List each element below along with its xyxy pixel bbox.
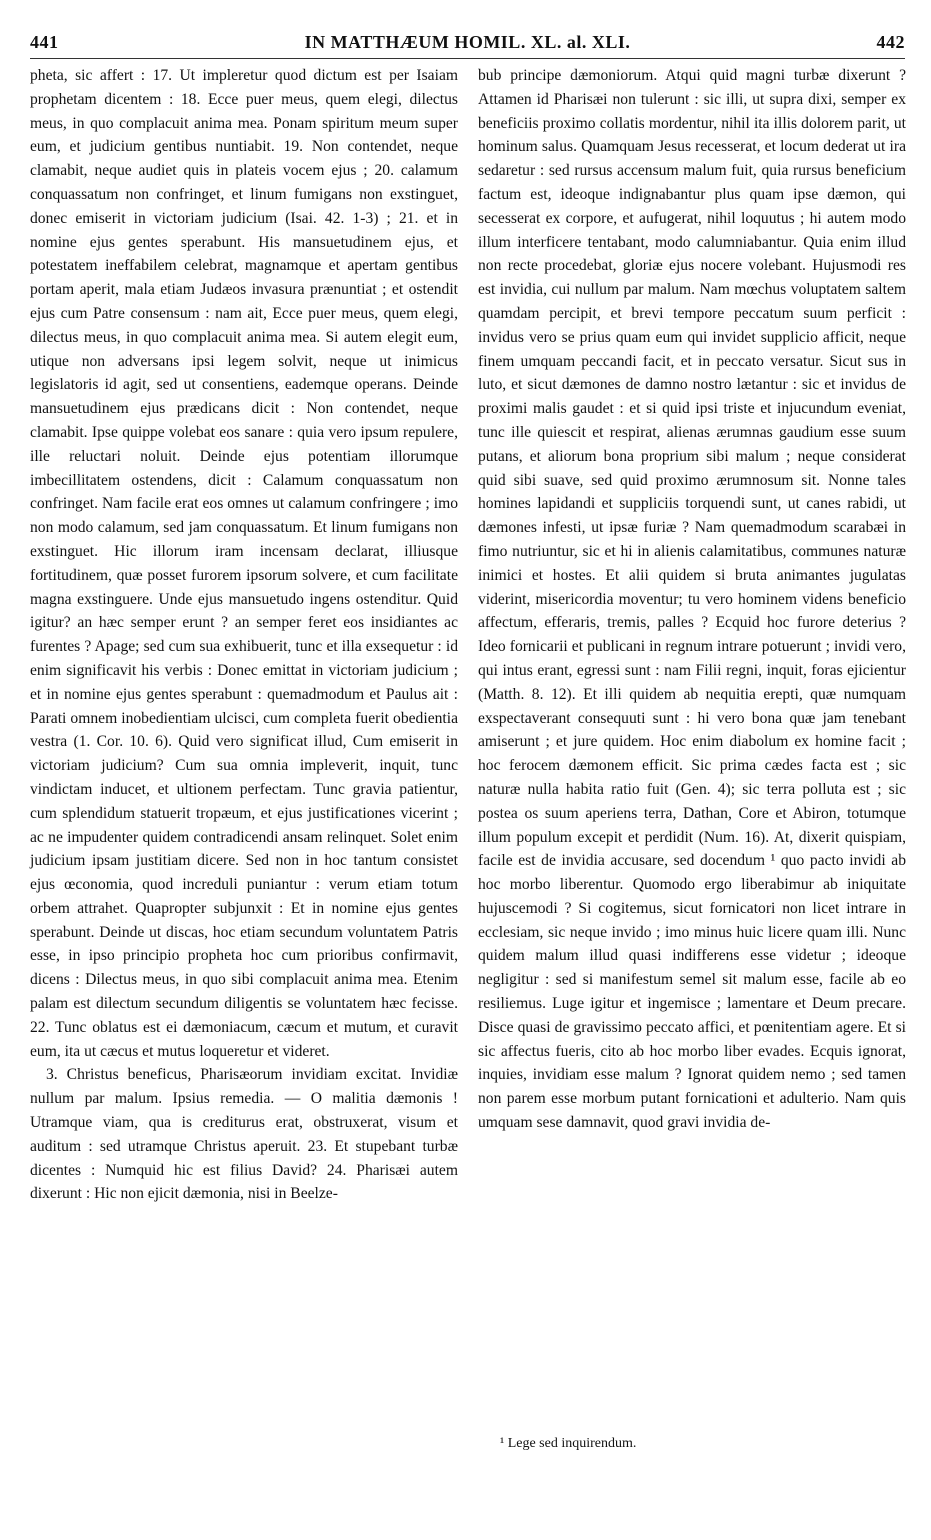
header-rule xyxy=(30,58,905,59)
left-column xyxy=(30,64,458,1206)
page-number-left: 441 xyxy=(30,32,59,52)
running-title: IN MATTHÆUM HOMIL. XL. al. XLI. xyxy=(304,32,631,52)
page-number-right: 442 xyxy=(876,32,905,52)
footnote: ¹ Lege sed inquirendum. xyxy=(500,1436,637,1451)
running-header xyxy=(30,32,905,60)
left-paragraph-1: pheta, sic affert : 17. Ut impleretur quod dictum est per Isaiam prophetam dicentem : 18. Ecce puer meus, quem elegi, dilectus meus, in quo complacuit anima mea. Ponam spiritum meum super eum, et judicium gentibus nuntiabit. 19. Non contendet, neque clamabit, neque audiet quis in plateis vocem ejus ; 20. calamum conquassatum non confringet, et linum fumigans non exstinguet, donec emiserit in victoriam judicium (Isai. 42. 1-3) ; 21. et in nomine ejus gentes sperabunt. His mansuetudinem ejus, et potestatem ineffabilem celebrat, magnamque et apertam gentibus portam aperit, mala etiam Judæos invasura prænuntiat ; et ostendit ejus cum Patre consensum : nam ait, Ecce puer meus, quem elegi, dilectus meus, in quo complacuit anima mea. Si autem elegit eum, utique non adversans ipsi legem solvit, neque ut inimicus legislatoris id agit, sed ut consentiens, eademque operans. Deinde mansuetudinem ejus prædicans dicit : Non contendet, neque clamabit. Ipse quippe volebat eos sanare : quia vero ipsum repulere, ille reluctari noluit. Deinde ejus potentiam illorumque imbecillitatem ostendens, dicit : Calamum conquassatum non confringet. Nam facile erat eos omnes ut calamum confringere ; imo non modo calamum, sed jam conquassatum. Et linum fumigans non exstinguet. Hic illorum iram incensam declarat, illiusque fortitudinem, quæ posset furorem ipsorum solvere, et cum facilitate magna exstinguere. Unde ejus mansuetudo ingens ostenditur. Quid igitur? an hæc semper erunt ? an semper feret eos insidiantes ac furentes ? Apage; sed cum sua exhibuerit, tunc et illa exsequetur : id enim significavit his verbis : Donec emittat in victoriam judicium ; et in nomine ejus gentes sperabunt : quemadmodum et Paulus ait : Parati omnem inobedientiam ulcisci, cum completa fuerit obedientia vestra (1. Cor. 10. 6). Quid vero significat illud, Cum emiserit in victoriam judicium? Cum sua omnia impleverit, inquit, tunc vindictam inducet, et ultionem perfectam. Tunc gravia patientur, cum splendidum statuerit tropæum, et ejus justificationes vicerint ; ac ne impudenter quidem contradicendi ansam relinquet. Solet enim judicium ipsam justitiam dicere. Sed non in hoc tantum consistet ejus œconomia, quod increduli puniantur : verum etiam totum orbem attrahet. Quapropter subjunxit : Et in nomine ejus gentes sperabunt. Deinde ut discas, hoc etiam secundum voluntatem Patris esse, in ipso principio propheta hoc cum prioribus confirmavit, dicens : Dilectus meus, in quo sibi complacuit anima mea. Etenim palam est dilectum secundum diligentis se voluntatem hæc fecisse. 22. Tunc oblatus est ei dæmoniacum, cæcum et mutum, et curavit eum, ita ut cæcus et mutus loqueretur et videret. xyxy=(30,67,458,1060)
right-paragraph-1: bub principe dæmoniorum. Atqui quid magni turbæ dixerunt ? Attamen id Pharisæi non tulerunt : sic illi, ut supra dixi, semper ex beneficiis proximo collatis mordentur, nihil ita illis dolorem parit, ut hominum salus. Quamquam Jesus recesserat, et locum dederat ut ira sedaretur : sed rursus accensum malum fuit, quia rursus beneficium factum est, ideoque indignabantur plus quam ipse dæmon, qui secesserat ex corpore, et aufugerat, nihil loquutus ; hi autem modo illum interficere tentabant, modo calumniabantur. Quia enim illud non recte procedebat, gloriæ ejus nocere volebant. Hujusmodi res est invidia, cui nullum par malum. Nam mœchus voluptatem saltem quamdam percipit, et brevi tempore peccatum suum perficit : invidus vero se prius quam eum qui invidet supplicio afficit, neque finem umquam peccandi facit, et in peccato versatur. Sicut sus in luto, et sicut dæmones de damno nostro lætantur : sic et invidus de proximi malis gaudet : et si quid ipsi triste et injucundum eveniat, tunc ille quiescit et respirat, alienas ærumnas gaudium esse suum putans, et aliorum bona proprium sibi malum ; neque considerat quid sibi suave, sed quid proximo ærumnosum sit. Nonne tales homines lapidandi et suppliciis torquendi sunt, ut canes rabidi, ut dæmones infesti, ut ipsæ furiæ ? Nam quemadmodum scarabæi in fimo nutriuntur, sic et hi in alienis calamitatibus, communes naturæ inimici et hostes. Et alii quidem si bruta animantes jugulatas viderint, misericordia moventur; tu vero hominem videns beneficio affectum, efferaris, tremis, palles ? Ecquid hoc furore deterius ? Ideo fornicarii et publicani in regnum intrare potuerunt ; invidi vero, qui intus erant, egressi sunt : nam Filii regni, inquit, foras ejicientur (Matth. 8. 12). Et illi quidem ab nequitia erepti, quæ numquam exspectaverant consequuti sunt : hi vero bona quæ jam tenebant amiserunt ; et jure quidem. Hoc enim diabolum ex homine facit ; hoc ferocem dæmonem efficit. Sic prima cædes facta est ; sic naturæ nulla habita ratio fuit (Gen. 4); sic terra polluta est ; sic postea os suum aperiens terra, Dathan, Core et Abiron, totumque illum populum excepit et perdidit (Num. 16). At, dixerit quispiam, facile est de invidia accusare, sed docendum ¹ quo pacto invidi ab hoc morbo liberentur. Quomodo ergo liberabimur ab iniquitate hujuscemodi ? Si cogitemus, sicut fornicatori non licet intrare in ecclesiam, sic neque invido ; imo minus huic licere quam illi. Nunc quidem malum illud quasi indifferens esse videtur ; ideoque negligitur : sed si manifestum semel sit malum esse, facile ab eo resiliemus. Luge igitur et ingemisce ; lamentare et Deum precare. Disce quasi de gravissimo peccato affici, et pœnitentiam agere. Et si sic affectus fueris, cito ab hoc morbo liber evades. Ecquis ignorat, inquies, invidiam esse malum ? Ignorat quidem nemo ; sed tamen non parem esse morbum putant fornicationi et adulterio. Nam quis umquam sese damnavit, quod gravi invidia de- xyxy=(478,67,906,1132)
left-paragraph-2: 3. Christus beneficus, Pharisæorum invidiam excitat. Invidiæ nullum par malum. Ipsius remedia. — O malitia dæmonis ! Utramque viam, qua is crediturus erat, obstruxerat, visum et auditum : sed utramque Christus aperuit. 23. Et stupebant turbæ dicentes : Numquid hic est filius David? 24. Pharisæi autem dixerunt : Hic non ejicit dæmonia, nisi in Beelze- xyxy=(30,1066,458,1203)
right-column xyxy=(478,64,906,1135)
